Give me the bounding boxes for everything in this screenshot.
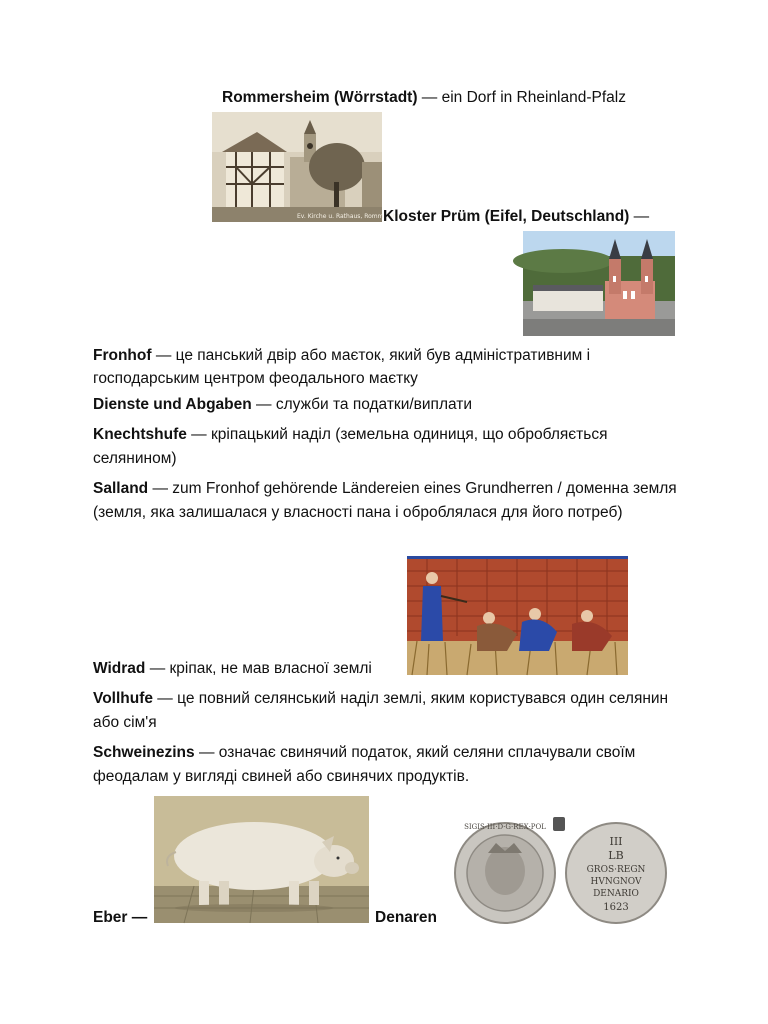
header-line bbox=[222, 86, 626, 109]
desc-schweinezins: — означає свинячий податок, який селяни сплачували своїм феодалам у вигляді свиней або свинячих продуктів. bbox=[93, 744, 636, 785]
coin-reverse-line-1: III bbox=[609, 835, 623, 848]
coin-reverse-line-3: GROS·REGN bbox=[586, 865, 646, 875]
coin-reverse-line-6: 1623 bbox=[603, 902, 629, 913]
term-rommersheim: Rommersheim (Wörrstadt) bbox=[222, 89, 418, 106]
rommersheim-photo bbox=[212, 112, 408, 222]
term-salland: Salland bbox=[93, 480, 149, 497]
desc-widrad: — кріпак, не мав власної землі bbox=[145, 660, 372, 677]
term-widrad: Widrad bbox=[93, 660, 146, 677]
coin-obverse-legend: SIGIS·III·D·G·REX·POL bbox=[464, 823, 546, 831]
term-vollhufe: Vollhufe bbox=[93, 690, 153, 707]
entry-schweinezins bbox=[93, 741, 693, 789]
photo-caption: Ev. Kirche u. Rathaus, Rommersheim bbox=[297, 213, 408, 220]
label-denaren bbox=[375, 906, 437, 929]
term-kloster-pruem: Kloster Prüm (Eifel, Deutschland) bbox=[383, 208, 630, 225]
term-denaren: Denaren bbox=[375, 909, 438, 926]
kloster-pruem-photo bbox=[523, 231, 675, 336]
denar-coins-photo bbox=[448, 815, 672, 925]
entry-fronhof bbox=[93, 344, 693, 390]
desc-rommersheim: — ein Dorf in Rheinland-Pfalz bbox=[417, 89, 626, 106]
desc-vollhufe: — це повний селянський наділ землі, яким користувався один селянин або сім'я bbox=[93, 690, 669, 731]
entry-knechtshufe bbox=[93, 423, 693, 471]
eber-pig-photo bbox=[154, 796, 369, 923]
entry-salland bbox=[93, 477, 683, 525]
entry-dienste-und-abgaben bbox=[93, 393, 693, 416]
term-knechtshufe: Knechtshufe bbox=[93, 426, 187, 443]
desc-dienste-und-abgaben: — служби та податки/виплати bbox=[251, 396, 473, 413]
desc-kloster-pruem: — bbox=[629, 208, 650, 225]
desc-knechtshufe: — кріпацький наділ (земельна одиниця, що обробляється селянином) bbox=[93, 426, 608, 467]
coin-reverse-line-5: DENARIO bbox=[593, 889, 639, 899]
coin-reverse-line-2: LB bbox=[608, 849, 624, 862]
desc-salland: — zum Fronhof gehörende Ländereien eines Grundherren / доменна земля (земля, яка залишалася у власності пана і оброблялася для його потреб) bbox=[93, 480, 677, 521]
term-fronhof: Fronhof bbox=[93, 347, 152, 364]
entry-vollhufe bbox=[93, 687, 693, 735]
kloster-line bbox=[383, 205, 649, 228]
coin-reverse-line-4: HVNGNOV bbox=[590, 877, 642, 887]
desc-fronhof: — це панський двір або маєток, який був адміністративним і господарським центром феодального маєтку bbox=[93, 347, 591, 387]
term-dienste-und-abgaben: Dienste und Abgaben bbox=[93, 396, 252, 413]
label-eber bbox=[93, 906, 147, 929]
entry-widrad bbox=[93, 657, 693, 680]
term-eber: Eber — bbox=[93, 909, 148, 926]
term-schweinezins: Schweinezins bbox=[93, 744, 195, 761]
